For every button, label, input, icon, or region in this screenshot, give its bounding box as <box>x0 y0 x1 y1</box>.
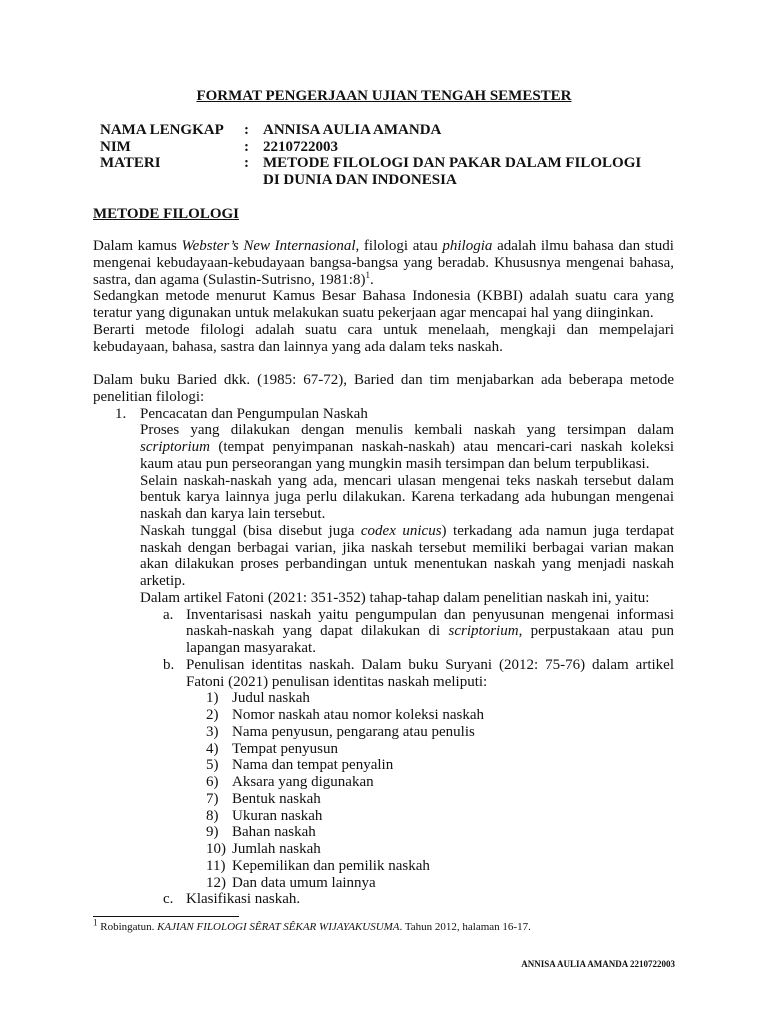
paragraph-berarti: Berarti metode filologi adalah suatu cara untuk menelaah, mengkaji dan mempelajari kebudayaan, bahasa, sastra dan lainnya yang ada dalam teks naskah. <box>93 321 674 355</box>
identity-list-number: 4) <box>206 740 219 757</box>
sub-letter: a. <box>163 606 174 623</box>
identity-list-text: Bahan naskah <box>232 824 316 841</box>
paragraph-baried: Dalam buku Baried dkk. (1985: 67-72), Baried dan tim menjabarkan ada beberapa metode penelitian filologi: <box>93 372 674 405</box>
paragraph-metode: Sedangkan metode menurut Kamus Besar Bahasa Indonesia (KBBI) adalah suatu cara yang teratur yang digunakan untuk melakukan suatu pekerjaan agar mencapai hal yang diinginkan. <box>93 288 674 321</box>
sub-item-text: Klasifikasi naskah. <box>186 891 301 908</box>
sub-item-text: Penulisan identitas naskah. Dalam buku Suryani (2012: 75-76) dalam artikel Fatoni (2021) penulisan identitas naskah meliputi: <box>186 656 674 690</box>
sub-letter: b. <box>163 656 175 673</box>
identity-list-text: Nomor naskah atau nomor koleksi naskah <box>232 707 485 723</box>
footnote-ref[interactable]: 1 <box>365 269 370 280</box>
identity-list-number: 7) <box>206 790 219 807</box>
list-item-1 <box>93 406 674 909</box>
identity-list-text: Tempat penyusun <box>232 740 339 757</box>
identity-list-number: 3) <box>206 723 219 740</box>
nama-value: ANNISA AULIA AMANDA <box>263 122 442 138</box>
identity-list-text: Ukuran naskah <box>232 807 323 824</box>
identity-list-text: Jumlah naskah <box>232 841 321 857</box>
document-title: FORMAT PENGERJAAN UJIAN TENGAH SEMESTER <box>196 88 572 104</box>
identity-list-number: 6) <box>206 774 219 790</box>
identity-list-text: Nama dan tempat penyalin <box>232 757 394 774</box>
nim-value: 2210722003 <box>263 139 338 155</box>
identity-list-text: Aksara yang digunakan <box>232 774 374 790</box>
identity-list-number: 8) <box>206 807 219 824</box>
document-body <box>93 238 674 908</box>
identity-list-item <box>186 757 674 774</box>
identity-list-number: 1) <box>206 690 219 707</box>
materi-value-line-1: METODE FILOLOGI DAN PAKAR DALAM FILOLOGI <box>263 155 642 171</box>
sub-item-c <box>140 891 674 908</box>
materi-label: MATERI <box>100 155 161 171</box>
identity-list-item <box>186 690 674 707</box>
nim-colon: : <box>244 139 249 155</box>
sub-letter: c. <box>163 891 174 908</box>
list-number: 1. <box>115 405 127 422</box>
identity-list-item <box>186 858 674 875</box>
identity-list-text: Judul naskah <box>232 690 310 707</box>
identity-list-item <box>186 724 674 741</box>
section-heading: METODE FILOLOGI <box>93 206 240 222</box>
identity-list-item <box>186 824 674 841</box>
nama-label: NAMA LENGKAP <box>100 122 224 138</box>
identity-list-item <box>186 707 674 724</box>
identity-list-number: 11) <box>206 857 226 874</box>
identity-list-item <box>186 808 674 825</box>
list-item-title: Pencacatan dan Pengumpulan Naskah <box>140 405 368 422</box>
item-paragraph-2: Selain naskah-naskah yang ada, mencari ulasan mengenai teks naskah tersebut dalam bentuk karya lainnya juga perlu dilakukan. Karena terkadang ada hubungan mengenai naskah dan karya lain tersebut. <box>140 472 674 522</box>
identity-list-item <box>186 741 674 758</box>
identity-list-text: Kepemilikan dan pemilik naskah <box>232 857 430 874</box>
item-paragraph-1: Proses yang dilakukan dengan menulis kembali naskah yang tersimpan dalam scriptorium (tempat penyimpanan naskah-naskah) atau mencari-cari naskah koleksi kaum atau pun perseorangan yang mungkin masih tersimpan dan belum terpublikasi. <box>140 422 674 472</box>
identity-list-item <box>186 774 674 791</box>
materi-colon: : <box>244 155 249 171</box>
identity-list-number: 2) <box>206 707 219 723</box>
sub-item-text: Inventarisasi naskah yaitu pengumpulan dan penyusunan mengenai informasi naskah-naskah yang dapat dilakukan di scriptorium, perpustakaan atau pun lapangan masyarakat. <box>186 606 674 656</box>
identity-list-number: 9) <box>206 824 219 841</box>
footnote: $^1$ Robingatun. KAJIAN FILOLOGI SÊRAT SÊKAR WIJAYAKUSUMA. Tahun 2012, halaman 16-17. <box>93 917 531 933</box>
item-paragraph-4: Dalam artikel Fatoni (2021: 351-352) tahap-tahap dalam penelitian naskah ini, yaitu: <box>140 589 650 606</box>
materi-value-line-2: DI DUNIA DAN INDONESIA <box>263 172 457 188</box>
identity-list-number: 5) <box>206 757 219 774</box>
item-paragraph-3: Naskah tunggal (bisa disebut juga codex unicus) terkadang ada namun juga terdapat naskah dengan berbagai varian, jika naskah tersebut memiliki berbagai varian makan akan dilakukan proses perbandingan untuk menentukan naskah yang menjadi naskah arketip. <box>140 522 675 589</box>
identity-list-text: Dan data umum lainnya <box>232 874 376 891</box>
page-footer: ANNISA AULIA AMANDA 2210722003 <box>521 959 675 969</box>
identity-list <box>186 690 674 891</box>
paragraph-definition: Dalam kamus Webster’s New Internasional, filologi atau philogia adalah ilmu bahasa dan studi mengenai kebudayaan-kebudayaan bangsa-bangsa yang beradab. Khususnya mengenai bahasa, sastra, dan agama (Sulastin-Sutrisno, 1981:8)$^1$. <box>93 238 674 288</box>
identity-list-number: 12) <box>206 874 226 891</box>
identity-list-item <box>186 875 674 892</box>
identity-list-text: Nama penyusun, pengarang atau penulis <box>232 723 475 740</box>
identity-list-item <box>186 841 674 858</box>
sub-item-a <box>140 607 674 657</box>
sub-item-b <box>140 657 674 892</box>
identity-list-item <box>186 791 674 808</box>
identity-list-number: 10) <box>206 841 226 857</box>
footnote-separator <box>93 916 239 917</box>
nim-label: NIM <box>100 139 131 155</box>
nama-colon: : <box>244 122 249 138</box>
identity-list-text: Bentuk naskah <box>232 790 321 807</box>
